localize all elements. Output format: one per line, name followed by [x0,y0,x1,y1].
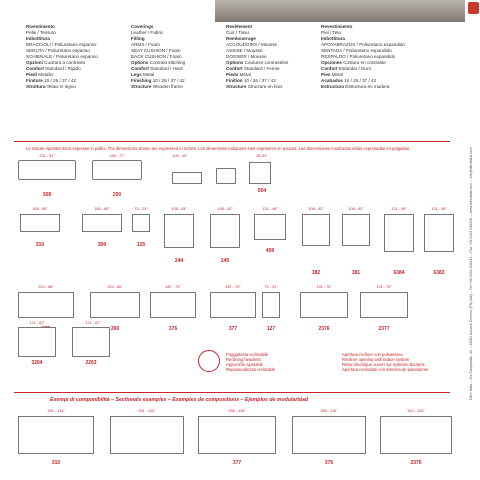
spec-line: ASSISE / Mousse [226,48,263,53]
spec-line: Cuir / Tissu [226,30,249,35]
spec-value: Coutures contrastées [243,60,289,65]
dim-label: 191 - 75" [376,285,392,289]
spec-heading: Coverings [131,24,154,29]
spec-heading: Rivestimento [26,24,55,29]
spec-line: ARMS / Foam [131,42,160,47]
spec-heading: Revêtement [226,24,253,29]
spec-line: BACK CUSHION / Foam [131,54,182,59]
spec-value: Standard / Hard [148,66,183,71]
dim-label: 291 - 115" [138,409,156,413]
spec-value: Estándar / Duro [337,66,372,71]
dim-label: 312 - 123" [407,409,425,413]
pouf-504 [249,162,271,184]
headrest-icon [198,350,220,372]
module-code: 2377 [378,326,390,332]
spec-column-es [321,24,411,90]
dim-label: 196 - 77" [109,154,125,158]
sofa-module [82,214,122,232]
dim-label: 171 - 67" [29,321,45,325]
spec-line: APOYABRAZOS / Poliuretano expandido [321,42,405,47]
legend-recliner: Apertura recliner con pulsantiera Recliner opening with button system Relax électrique ouvert sur système boutons Apertura reclinable con sistema de pulsadores [342,352,429,372]
module-code: 125 [136,242,146,248]
spec-value: Metal [330,72,343,77]
spec-key: Finiture [26,78,43,83]
spec-line: ACCOUDOIRS / Mousse [226,42,278,47]
module-code: 260 [110,326,120,332]
dim-label: 108 - 43" [171,207,187,211]
module-code: 309 [97,242,107,248]
dim-label: 109 - 43" [172,154,188,158]
sofa-module [90,292,140,318]
module-code: 200 [112,192,122,198]
spec-key: Piedi [26,72,37,77]
spec-key: Options [131,60,149,65]
spec-heading: Imbottitura [321,36,345,41]
module-code: 6383 [433,270,445,276]
spec-value: Structure en bois [246,84,283,89]
sofa-200 [92,160,142,180]
spec-key: Comfort [26,66,44,71]
dim-label: 295 - 116" [320,409,338,413]
spec-line: SEDUTA / Poliuretano espanso [26,48,90,53]
sofa-module [292,416,366,454]
sofa-module [342,214,370,246]
sofa-module [110,416,184,454]
dim-label: 187 - 73" [225,285,241,289]
spec-key: Confort [321,66,338,71]
spec-column-fr [226,24,316,90]
dimension-note: Le misure riportate sono espresse in pollici. The dimensions shown are expressed in inches. Les dimensions indiquées sont exprimées en pouces. Las dimensiones mostradas están expresadas en pulgadas. [26,146,411,151]
spec-value: 10 / 26 / 37 / 42 [342,78,377,83]
spec-line: Piel / Tela [321,30,341,35]
spec-value: Wooden frame [151,84,183,89]
spec-key: Pieds [226,72,239,77]
sofa-module [300,292,348,318]
spec-value: Cucitura a contrasto [42,60,86,65]
dim-label: 108 - 42" [308,207,324,211]
module-code: 504 [257,188,267,194]
dim-label: 121 - 48" [262,207,278,211]
module-code: 2263 [85,360,97,366]
sofa-2263 [72,327,110,357]
sofa-module [210,292,256,318]
spec-key: Opciones [321,60,342,65]
sofa-module [18,292,74,318]
spec-key: Structure [226,84,247,89]
dim-label: 165 - 65" [32,207,48,211]
spec-value: Telaio in legno [45,84,76,89]
sofa-module [424,214,454,252]
spec-key: Pies [321,72,331,77]
dim-label: 231 - 91" [39,154,55,158]
module-code: 2376 [410,460,422,466]
module-code: 409 [265,248,275,254]
spec-value: Standard / Ferme [242,66,280,71]
spec-line: DOSSIER / Mousse [226,54,267,59]
sofa-2264 [18,327,56,357]
dim-label: 108 - 42" [348,207,364,211]
spec-key: Confort [226,66,243,71]
module-code: 382 [311,270,321,276]
sofa-module [164,214,194,248]
dim-label: 73 - 31" [264,285,278,289]
module-code: 310 [35,242,45,248]
spec-value: Estructura en madera [343,84,390,89]
dim-label: 73 - 29" [134,207,148,211]
spec-line [226,84,316,90]
spec-key: Acabados [321,78,343,83]
dim-label: 108 - 43" [217,207,233,211]
sofa-module [380,416,452,454]
divider [14,392,450,393]
sofa-module [302,214,330,246]
module-code: 377 [228,326,238,332]
spec-line: Leather / Fabric [131,30,164,35]
spec-line: SENTADA / Poliuretano expandido [321,48,392,53]
dim-label: 121 - 48" [391,207,407,211]
spec-line [131,84,221,90]
spec-key: Estructura [321,84,344,89]
dim-label: 171 - 67" [85,321,101,325]
module-code: 308 [42,192,52,198]
sofa-module [18,416,94,454]
legend-headrest: Poggiatesta reclinabile Reclining headrest Appui-tête ajustable Reposacabezas reclinable [226,352,276,372]
spec-value: Metal [141,72,155,77]
spec-key: Options [226,60,244,65]
sofa-module [210,214,240,248]
dim-label: 204 - 80" [107,285,123,289]
spec-key: Legs [131,72,142,77]
ottoman-side-view [172,172,202,184]
dim-label: 165 - 65" [94,207,110,211]
sofa-308 [18,160,76,180]
sofa-module [150,292,196,318]
module-code: 2264 [31,360,43,366]
brand-logo-icon[interactable] [468,2,479,14]
spec-value: Costura en contraste [341,60,386,65]
spec-key: Opzioni [26,60,43,65]
module-code: 376 [168,326,178,332]
spec-heading: Filling [131,36,145,41]
module-code: 244 [174,258,184,264]
spec-line: SCHIENALE / Poliuretano espanso [26,54,98,59]
sofa-module [20,214,60,232]
spec-value: 10 / 26 / 37 / 42 [242,78,276,83]
product-photo [215,0,465,22]
spec-line [321,84,411,90]
spec-line: BRACCIOLI / Poliuretano espanso [26,42,97,47]
module-code: 377 [232,460,242,466]
side-contact-text: Ditre Italia – Via Gasparotto, 20 – 33082 Azzano Decimo (PN) Italy – Tel +39 0434 636211 – Fax +39 0434 636206 – www.ditreitalia.com – info@ditreitalia.com [469,147,473,400]
spec-value: Metallo [36,72,54,77]
spec-value: 10 / 26 / 37 / 42 [151,78,185,83]
spec-value: Contrast stitching [148,60,186,65]
module-code: 6384 [393,270,405,276]
divider [14,141,450,142]
spec-value: Métal [238,72,251,77]
sofa-module [198,416,276,454]
sofa-module [132,214,150,232]
spec-value: Standard / Rigido [43,66,81,71]
sofa-module [360,292,408,318]
module-code: 376 [324,460,334,466]
chaise-side-view [216,168,236,184]
spec-key: Finishing [131,78,152,83]
module-code: 127 [266,326,276,332]
dim-label: 291 - 114" [47,409,65,413]
spec-value: 10 / 26 / 37 / 42 [42,78,77,83]
module-code: 2376 [318,326,330,332]
spec-line: SEAT CUSHION / Foam [131,48,181,53]
module-code: 245 [220,258,230,264]
spec-heading: Revestimiento [321,24,353,29]
sofa-module [384,214,414,252]
dim-label: 224 - 88" [38,285,54,289]
examples-heading: Esempi di componibilità – Sectionals examples – Exemples de compositions – Ejemplos de modularidad [50,397,309,403]
module-code: 310 [51,460,61,466]
module-code: 381 [351,270,361,276]
spec-key: Comfort [131,66,149,71]
dim-label: 80-31" [256,154,268,158]
spec-column-en [131,24,221,90]
spec-line: Pelle / Tessuto [26,30,56,35]
spec-key: Structure [131,84,152,89]
dim-label: 187 - 73" [165,285,181,289]
sofa-module [254,214,286,240]
spec-heading: Rembourrage [226,36,256,41]
spec-key: Struttura [26,84,46,89]
dim-label: 191 - 75" [316,285,332,289]
spec-heading: Imbottitura [26,36,50,41]
spec-key: Finition [226,78,243,83]
spec-line: RESPALDO / Poliuretano expandido [321,54,396,59]
spec-column-it [26,24,116,90]
dim-label: 121 - 48" [431,207,447,211]
spec-line [26,84,116,90]
sofa-module [262,292,280,318]
dim-label: 295 - 116" [228,409,246,413]
